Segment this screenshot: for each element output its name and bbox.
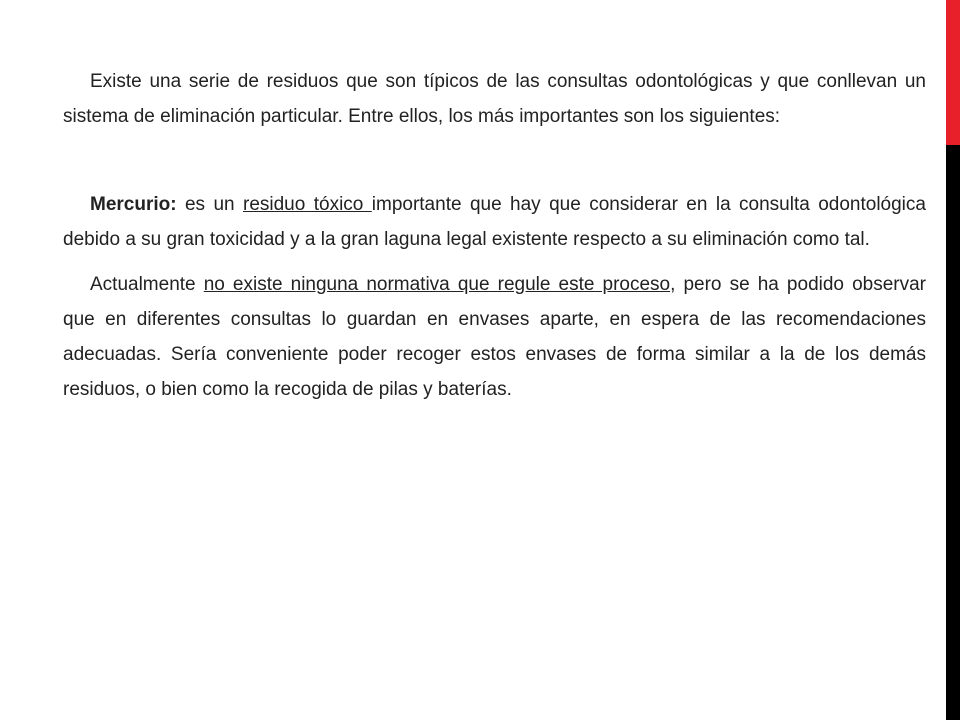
term-mercurio: Mercurio: [90,194,177,215]
paragraph-intro-text: Existe una serie de residuos que son típicos de las consultas odontológicas y que conllevan un sistema de eliminación particular. Entre ellos, los más importantes son los siguientes: [63,71,926,127]
accent-bar-black [946,145,960,720]
accent-bar-red [946,0,960,145]
underlined-residuo-toxico: residuo tóxico [243,194,372,215]
paragraph-mercurio [63,187,926,257]
underlined-normativa: no existe ninguna normativa que regule este proceso [203,274,671,295]
paragraph-actualmente [63,267,926,407]
accent-side-bar [946,0,960,720]
paragraph-mercurio-text-1: es un [176,194,243,215]
paragraph-mercurio-text-2: importante que hay que considerar en la consulta odontológica debido a su gran toxicidad y a la gran laguna legal existente respecto a su eliminación como tal. [63,194,926,250]
slide-body [63,64,926,407]
paragraph-actualmente-text-1: Actualmente [90,274,204,295]
paragraph-actualmente-text-2: , pero se ha podido observar que en diferentes consultas lo guardan en envases aparte, en espera de las recomendaciones adecuadas. Sería conveniente poder recoger estos envases de forma similar a la de los demás residuos, o bien como la recogida de pilas y baterías. [63,274,926,400]
paragraph-intro [63,64,926,134]
